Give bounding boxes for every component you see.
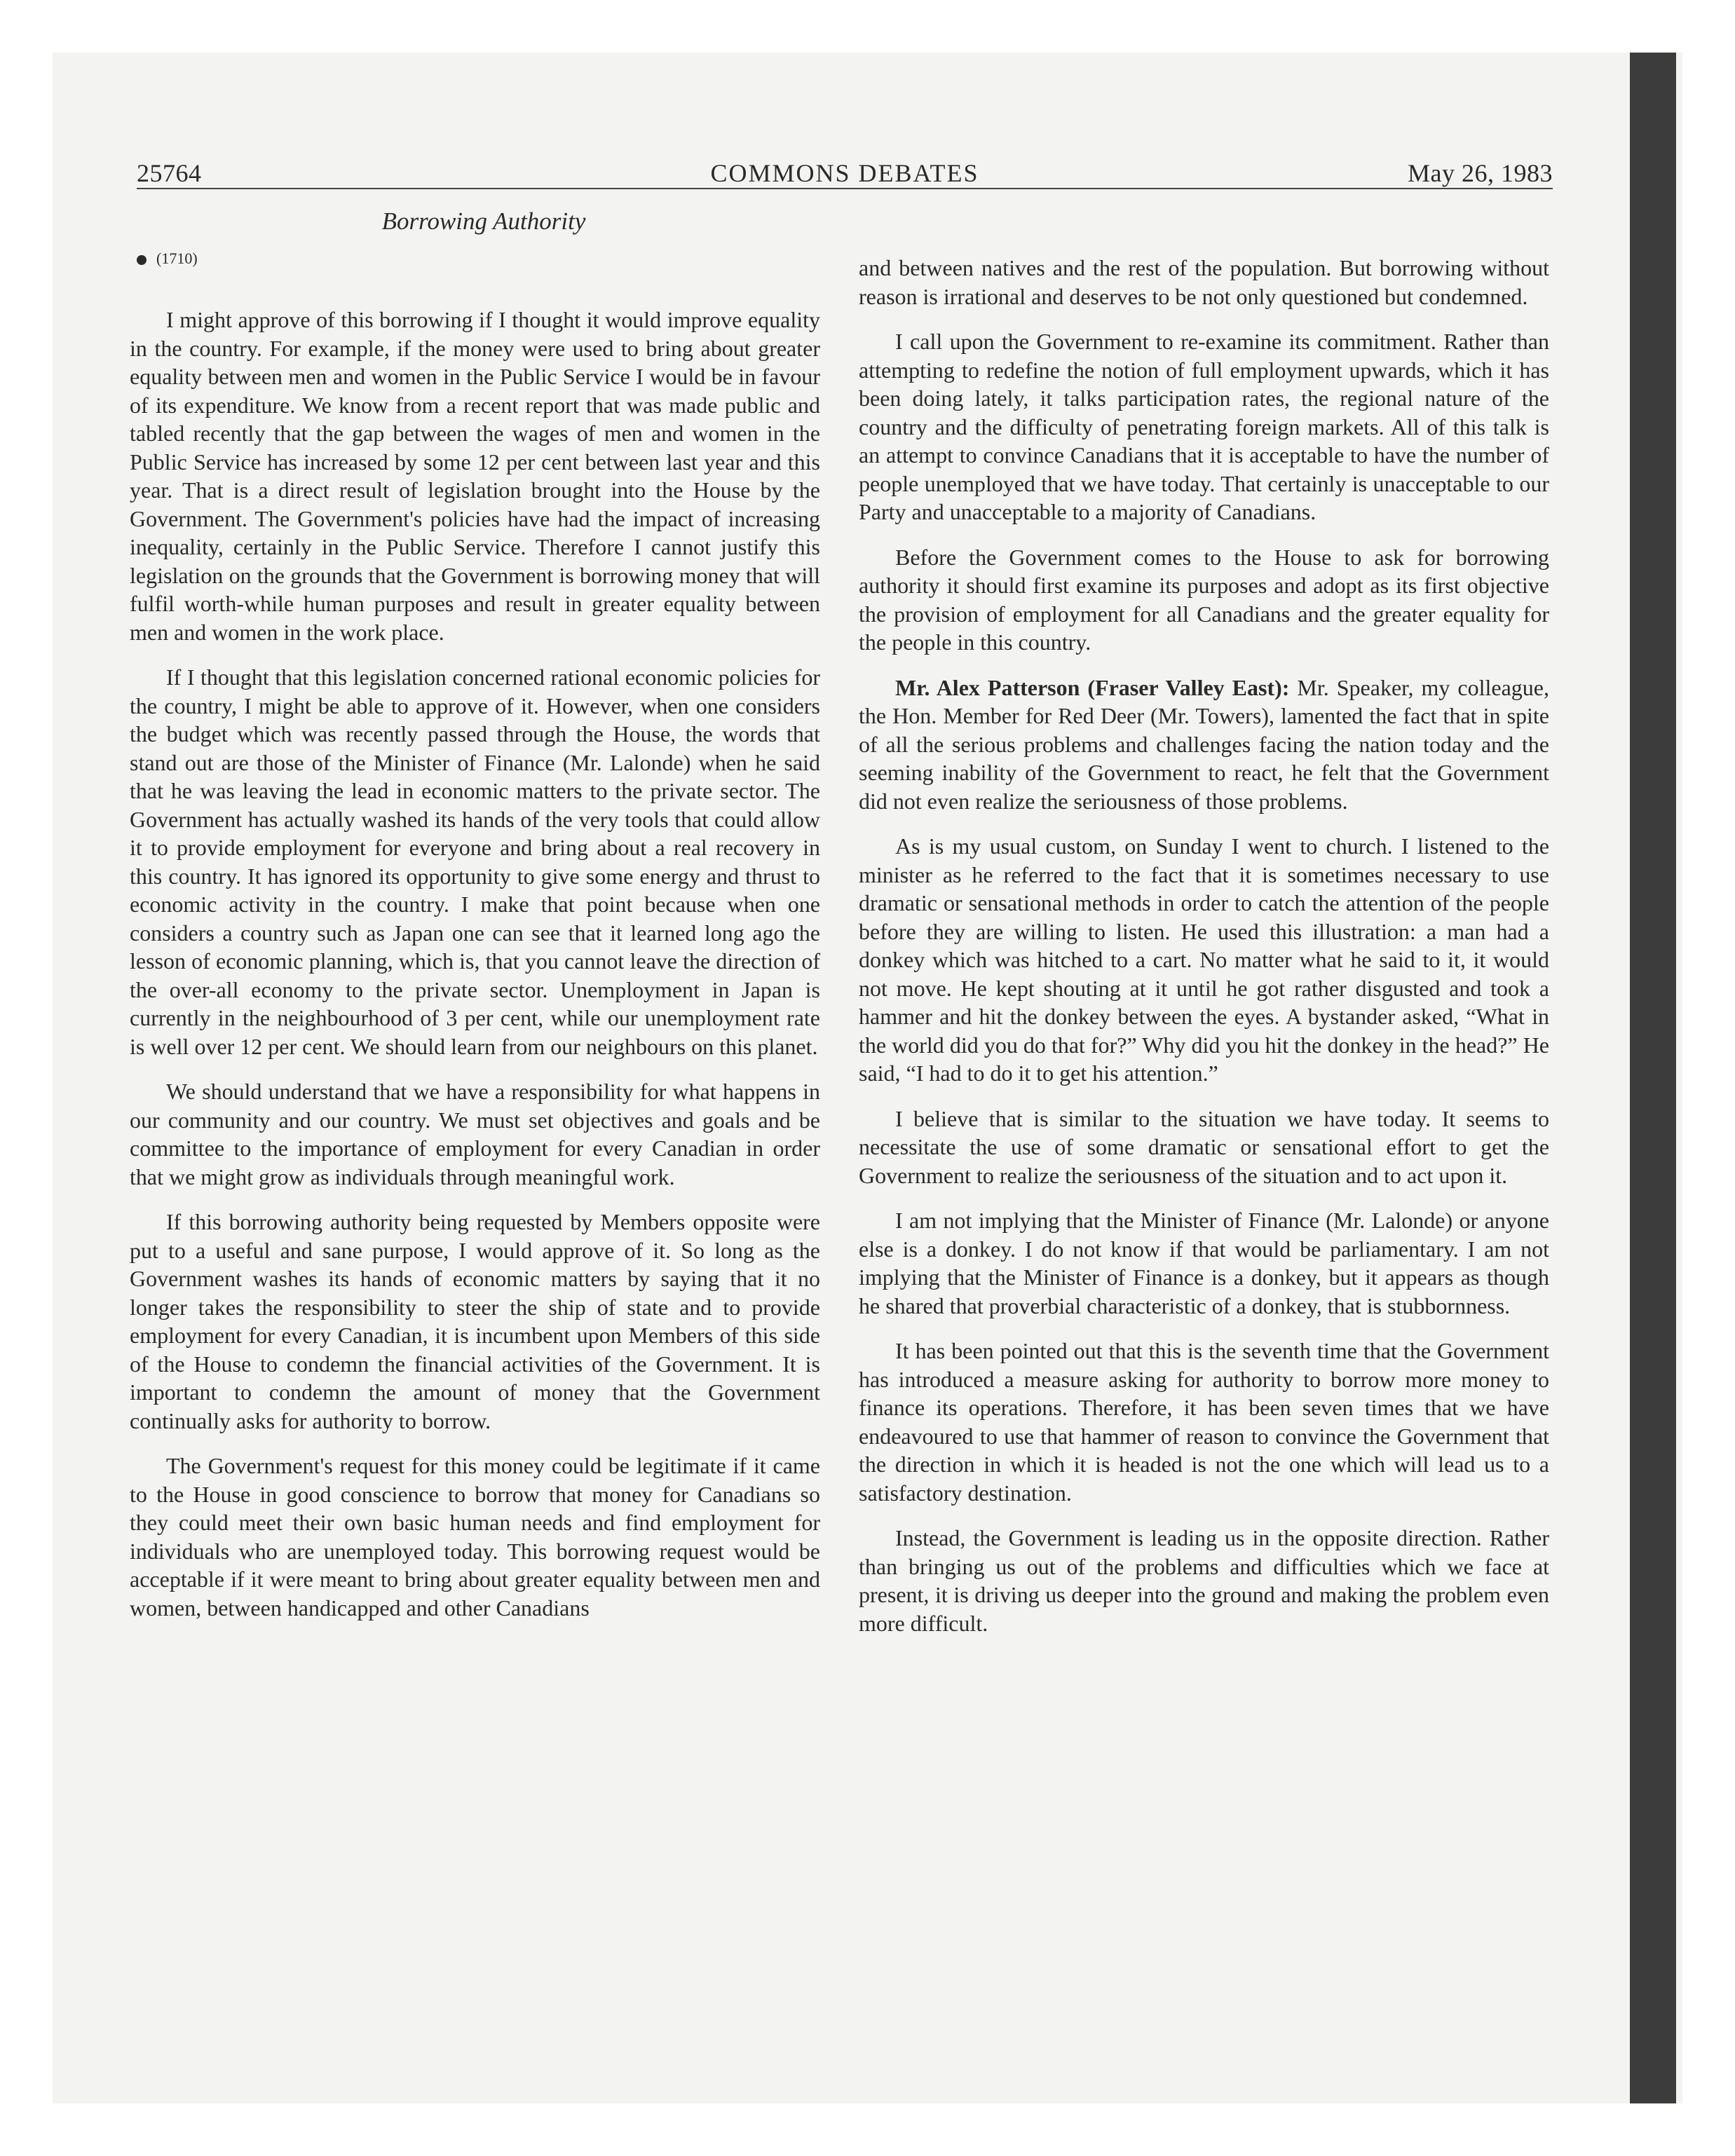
timestamp-marker	[137, 250, 198, 268]
left-column	[130, 306, 820, 1639]
paragraph: I call upon the Government to re-examine its commitment. Rather than attempting to redefine the notion of full employment upwards, which it has been doing lately, it talks participation rates, the regional nature of the country and the difficulty of penetrating foreign markets. All of this talk is an attempt to convince Canadians that it is acceptable to have the number of people unemployed that we have today. That certainly is unacceptable to our Party and unacceptable to a majority of Canadians.	[859, 329, 1549, 524]
scan-edge-shadow	[1630, 53, 1676, 2103]
continued-paragraph: and between natives and the rest of the population. But borrowing without reason is irrational and deserves to be not only questioned but condemned.	[859, 255, 1549, 309]
page-number: 25764	[137, 159, 202, 187]
header-rule	[137, 188, 1553, 189]
paragraph: I am not implying that the Minister of Finance (Mr. Lalonde) or anyone else is a donkey. I do not know if that would be parliamentary. I am not implying that the Minister of Finance is a donkey, but it appears as though he shared that proverbial characteristic of a donkey, that is stubbornness.	[859, 1208, 1549, 1318]
speaker-paragraph	[859, 674, 1549, 816]
paragraph: I believe that is similar to the situation we have today. It seems to necessitate the use of some dramatic or sensational effort to get the Government to realize the seriousness of the situation and to act upon it.	[859, 1105, 1549, 1188]
paragraph: It has been pointed out that this is the seventh time that the Government has introduced a measure asking for authority to borrow more money to finance its operations. Therefore, it has been seven times that we have endeavoured to use that hammer of reason to convince the Government that the direction in which it is headed is not the one which will lead us to a satisfactory destination.	[859, 1338, 1549, 1506]
publication-date: May 26, 1983	[1408, 159, 1553, 187]
paragraph: We should understand that we have a responsibility for what happens in our community and our country. We must set objectives and goals and be committee to the importance of employment for every Canadian in order that we might grow as individuals through meaningful work.	[130, 1079, 820, 1189]
paragraph: I might approve of this borrowing if I thought it would improve equality in the country. For example, if the money were used to bring about greater equality between men and women in the Public Service I would be in favour of its expenditure. We know from a recent report that was made public and tabled recently that the gap between the wages of men and women in the Public Service has increased by some 12 per cent between last year and this year. That is a direct result of legislation brought into the House by the Government. The Government's policies have had the impact of increasing inequality, certainly in the Public Service. Therefore I cannot justify this legislation on the grounds that the Government is borrowing money that will fulfil worth-while human purposes and result in greater equality between men and women in the work place.	[130, 307, 820, 645]
timestamp-text: (1710)	[156, 250, 198, 267]
paragraph: As is my usual custom, on Sunday I went to church. I listened to the minister as he referred to the fact that it is sometimes necessary to use dramatic or sensational methods in order to catch the attention of the people before they are willing to listen. He used this illustration: a man had a donkey which was hitched to a cart. No matter what he said to it, it would not move. He kept shouting at it until he got rather disgusted and took a hammer and hit the donkey between the eyes. A bystander asked, “What in the world did you do that for?” Why did you hit the donkey in the head?” He said, “I had to do it to get his attention.”	[859, 833, 1549, 1086]
paragraph: If this borrowing authority being requested by Members opposite were put to a useful and sane purpose, I would approve of it. So long as the Government washes its hands of economic matters by saying that it no longer takes the responsibility to steer the ship of state and to provide employment for every Canadian, it is incumbent upon Members of this side of the House to condemn the financial activities of the Government. It is important to condemn the amount of money that the Government continually asks for authority to borrow.	[130, 1209, 820, 1433]
bullet-icon	[137, 255, 147, 265]
paragraph: If I thought that this legislation concerned rational economic policies for the country, I might be able to approve of it. However, when one considers the budget which was recently passed through the House, the words that stand out are those of the Minister of Finance (Mr. Lalonde) when he said that he was leaving the lead in economic matters to the private sector. The Government has actually washed its hands of the very tools that could allow it to provide employment for everyone and bring about a real recovery in this country. It has ignored its opportunity to give some energy and thrust to economic activity in the country. I make that point because when one considers a country such as Japan one can see that it learned long ago the lesson of economic planning, which is, that you cannot leave the direction of the over-all economy to the private sector. Unemployment in Japan is currently in the neighbourhood of 3 per cent, while our unemployment rate is well over 12 per cent. We should learn from our neighbours on this planet.	[130, 664, 820, 1059]
speaker-text: Mr. Speaker, my colleague, the Hon. Member for Red Deer (Mr. Towers), lamented the fact that in spite of all the serious problems and challenges facing the nation today and the seeming inability of the Government to react, he felt that the Government did not even realize the seriousness of those problems.	[859, 674, 1550, 814]
right-column	[859, 254, 1549, 1654]
paragraph: Before the Government comes to the House to ask for borrowing authority it should first examine its purposes and adopt as its first objective the provision of employment for all Canadians and the greater equality for the people in this country.	[859, 544, 1549, 655]
paragraph: The Government's request for this money could be legitimate if it came to the House in good conscience to borrow that money for Canadians so they could meet their own basic human needs and find employment for individuals who are unemployed today. This borrowing request would be acceptable if it were meant to bring about greater equality between men and women, between handicapped and other Canadians	[130, 1453, 820, 1621]
paragraph: Instead, the Government is leading us in the opposite direction. Rather than bringing us out of the problems and difficulties which we face at present, it is driving us deeper into the ground and making the problem even more difficult.	[859, 1525, 1549, 1636]
publication-title: COMMONS DEBATES	[710, 159, 979, 187]
running-title: Borrowing Authority	[381, 207, 586, 235]
speaker-name: Mr. Alex Patterson (Fraser Valley East):	[895, 674, 1290, 700]
